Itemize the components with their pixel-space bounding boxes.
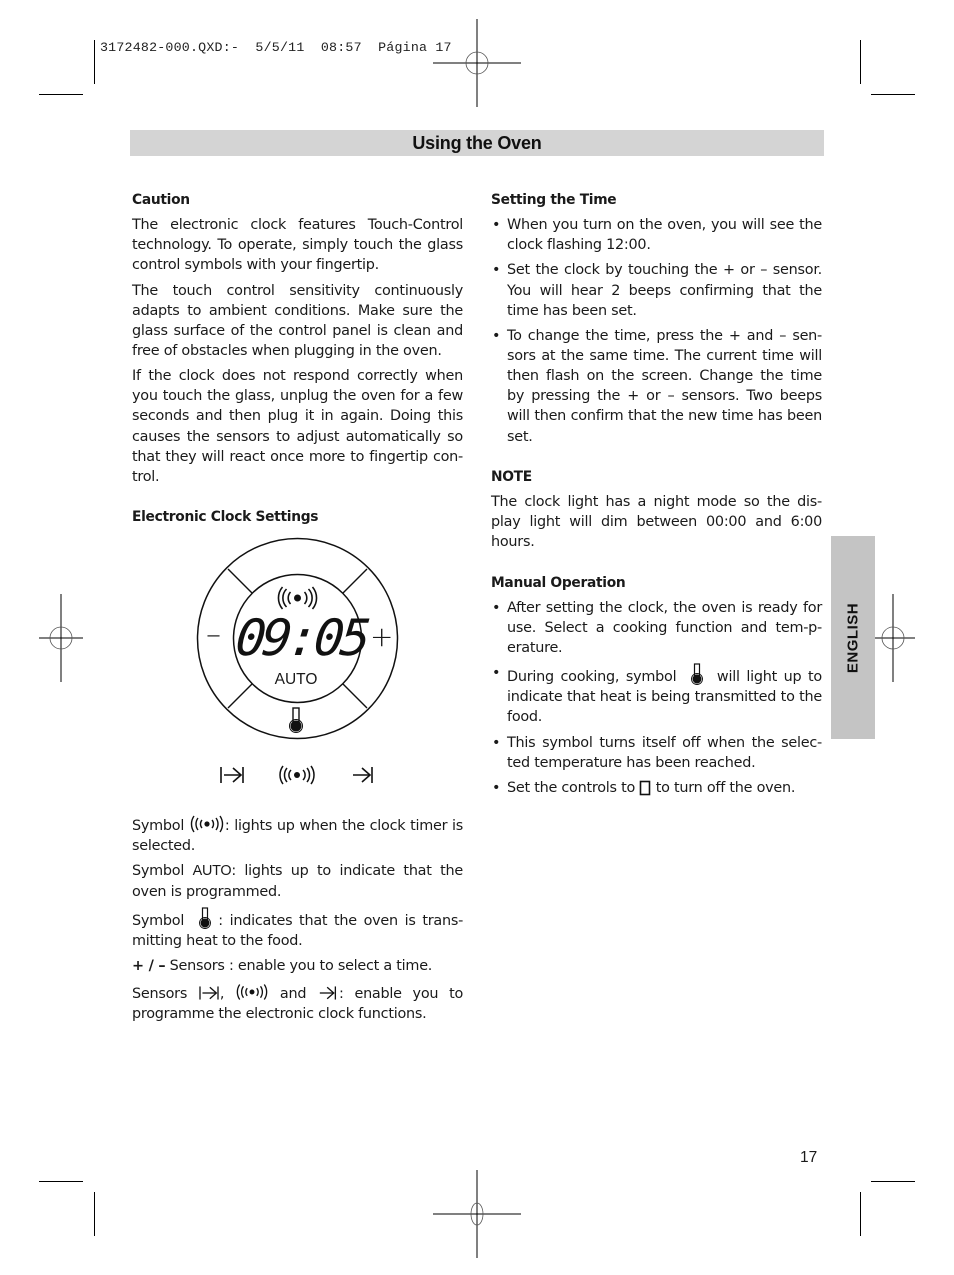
print-slug [100, 40, 452, 55]
thermometer-icon [690, 663, 704, 685]
thermometer-icon [287, 707, 305, 733]
manual-operation-list [491, 598, 822, 799]
slug-time: 08:57 [320, 40, 362, 55]
off-position-icon [639, 780, 651, 796]
list-item: • Set the clock by touching the + or – sensor. You will hear 2 beeps confirming that the time has been set. [491, 260, 822, 320]
setting-time-list [491, 215, 822, 447]
ring-divider [228, 569, 252, 593]
clock-settings-heading: Electronic Clock Settings [132, 509, 319, 526]
legend-timer: Symbol : lights up when the clock timer is selected. [132, 814, 463, 856]
language-tab [831, 536, 875, 739]
auto-symbol: AUTO [192, 863, 232, 880]
start-time-sensor-icon[interactable] [219, 764, 245, 786]
symbol-legend [132, 814, 463, 1029]
ring-divider [343, 684, 367, 708]
page-number: 17 [800, 1149, 818, 1166]
slug-page: Página 17 [378, 40, 452, 55]
language-label: ENGLISH [844, 602, 862, 673]
list-item: • This symbol turns itself off when the selec-ted temperature has been reached. [491, 733, 822, 773]
minus-sensor[interactable]: – [206, 617, 221, 652]
start-time-icon [198, 984, 220, 1002]
caution-heading: Caution [132, 192, 190, 208]
registration-mark-top [433, 19, 521, 107]
setting-time-heading: Setting the Time [491, 192, 617, 208]
end-time-icon [317, 984, 339, 1002]
manual-operation-heading: Manual Operation [491, 574, 626, 591]
ring-divider [228, 684, 252, 708]
ring-divider [343, 569, 367, 593]
auto-indicator: AUTO [274, 671, 318, 688]
plus-sensor[interactable]: + [370, 620, 394, 653]
caution-paragraph: If the clock does not respond correctly when you touch the glass, unplug the oven for a few seconds and then plug it in again. Doing this causes the sensors to adjust automatically so that they will react once more to fingertip con-trol. [132, 368, 463, 485]
list-item: • When you turn on the oven, you will see the clock flashing 12:00. [491, 215, 822, 255]
note-heading: NOTE [491, 468, 532, 485]
timer-sensor-icon[interactable] [278, 764, 316, 786]
list-item: • After setting the clock, the oven is ready for use. Select a cooking function and tem-p-erature. [491, 598, 822, 658]
page-title: Using the Oven [412, 133, 542, 153]
registration-mark-bottom [433, 1170, 521, 1258]
timer-signal-icon [235, 982, 269, 1002]
right-column [491, 190, 822, 804]
left-column [132, 190, 463, 532]
section-banner [130, 130, 824, 156]
list-item: • During cooking, symbol will light up to indicate that heat is being transmitted to the food. [491, 663, 822, 727]
timer-signal-icon [189, 814, 225, 834]
caution-paragraph: The touch control sensitivity continuously adapts to ambient conditions. Make sure the glass surface of the control panel is clean and free of obstacles when plugging in the oven. [132, 282, 463, 359]
clock-time-display: 09:05 [232, 609, 370, 667]
slug-date: 5/5/11 [255, 40, 305, 55]
thermometer-icon [198, 907, 212, 929]
list-item: • To change the time, press the + and – sen-sors at the same time. The current time will then flash on the screen. Change the time by pressing the + or – sensors. Two beeps will then confirm that the new time has been set. [491, 326, 822, 447]
end-time-sensor-icon[interactable] [351, 764, 375, 786]
note-text: The clock light has a night mode so the dis-play light will dim between 00:00 and 6:00 hours. [491, 493, 822, 551]
legend-heat: Symbol : indicates that the oven is trans-mitting heat to the food. [132, 907, 463, 951]
legend-sensors: Sensors , and : enable you to programme the electronic clock functions. [132, 982, 463, 1024]
timer-signal-icon [278, 587, 316, 609]
legend-auto: Symbol AUTO: lights up to indicate that the oven is programmed. [132, 863, 463, 900]
legend-plusminus: + / – Sensors : enable you to select a time. [132, 958, 433, 975]
slug-file: 3172482-000.QXD:- [100, 40, 240, 55]
caution-paragraph: The electronic clock features Touch-Control technology. To operate, simply touch the glass control symbols with your fingertip. [132, 217, 463, 274]
plus-minus-symbol: + / – [132, 958, 166, 975]
registration-mark-left [17, 594, 105, 682]
list-item: • Set the controls to to turn off the oven. [491, 778, 822, 798]
